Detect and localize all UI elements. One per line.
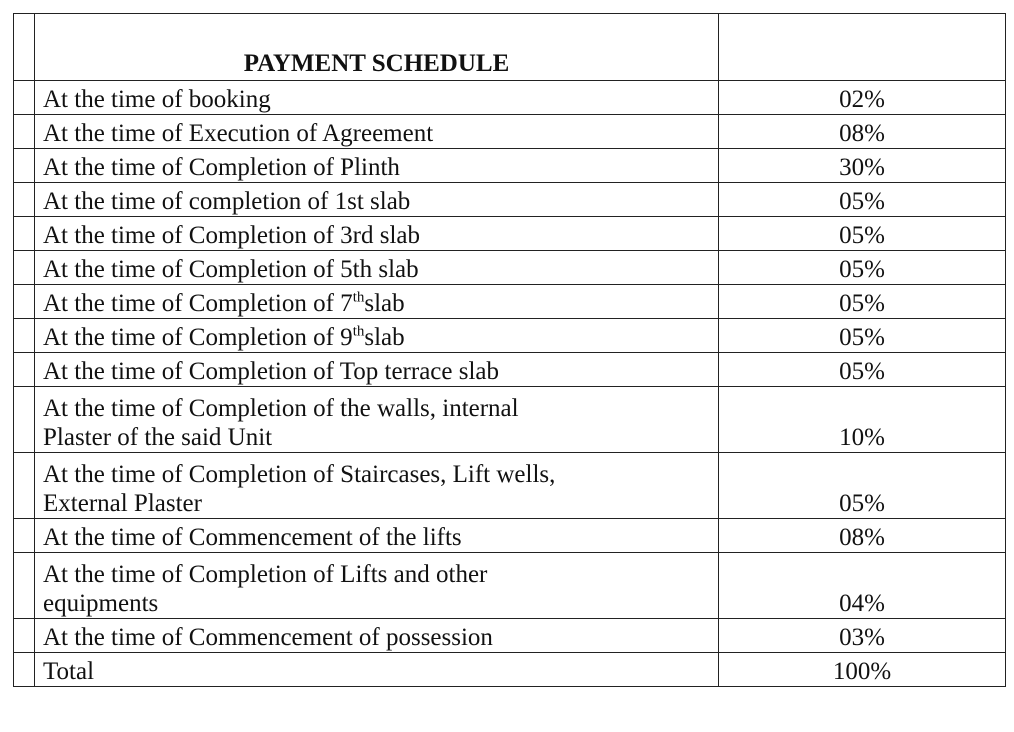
total-percent: 100% [719,653,1006,687]
table-row [14,183,1006,217]
stage-text-suffix: slab [364,324,405,351]
stage-text: At the time of completion of 1st slab [43,188,411,215]
table-row [14,553,1006,619]
gutter-cell [14,653,35,687]
table-row [14,81,1006,115]
stage-text-line-2: Plaster of the said Unit [43,424,273,451]
stage-text: At the time of booking [43,86,271,113]
stage-cell [35,353,719,387]
table-title: PAYMENT SCHEDULE [35,14,719,81]
table-row [14,453,1006,519]
gutter-cell [14,251,35,285]
percent-cell: 08% [719,115,1006,149]
stage-cell [35,217,719,251]
percent-cell: 08% [719,519,1006,553]
stage-cell [35,519,719,553]
gutter-cell [14,14,35,81]
stage-text: At the time of Completion of 5th slab [43,256,419,283]
table-row [14,149,1006,183]
stage-cell [35,553,719,619]
stage-text: At the time of Commencement of possession [43,624,493,651]
stage-text: At the time of Completion of 9 [43,324,353,351]
gutter-cell [14,115,35,149]
table-row [14,115,1006,149]
gutter-cell [14,553,35,619]
percent-cell: 04% [719,553,1006,619]
table-row [14,319,1006,353]
percent-cell: 05% [719,183,1006,217]
header-row [14,14,1006,81]
gutter-cell [14,387,35,453]
stage-cell [35,81,719,115]
percent-cell: 05% [719,217,1006,251]
stage-text: At the time of Completion of Top terrace slab [43,358,500,385]
percent-cell: 05% [719,353,1006,387]
gutter-cell [14,453,35,519]
gutter-cell [14,353,35,387]
gutter-cell [14,519,35,553]
stage-cell [35,319,719,353]
ordinal-superscript: th [352,289,365,306]
table-row [14,387,1006,453]
stage-cell [35,619,719,653]
percent-cell: 02% [719,81,1006,115]
header-percent-cell [719,14,1006,81]
stage-text-line-2: equipments [43,590,159,617]
stage-cell [35,149,719,183]
gutter-cell [14,183,35,217]
stage-text-line-1: At the time of Completion of Staircases, Lift wells, [43,461,556,488]
stage-cell [35,251,719,285]
stage-text-line-2: External Plaster [43,490,202,517]
stage-text-line-1: At the time of Completion of the walls, internal [43,395,519,422]
table-row [14,217,1006,251]
percent-cell: 03% [719,619,1006,653]
stage-text: At the time of Completion of 3rd slab [43,222,421,249]
gutter-cell [14,319,35,353]
table-row [14,251,1006,285]
stage-text-line-1: At the time of Completion of Lifts and other [43,561,488,588]
ordinal-superscript: th [352,323,365,340]
table-row [14,285,1006,319]
stage-cell [35,183,719,217]
stage-text: At the time of Commencement of the lifts [43,524,462,551]
stage-text: At the time of Completion of Plinth [43,154,400,181]
stage-text: At the time of Completion of 7 [43,290,353,317]
percent-cell: 30% [719,149,1006,183]
percent-cell: 05% [719,285,1006,319]
total-row [14,653,1006,687]
total-label: Total [35,653,719,687]
stage-cell [35,387,719,453]
gutter-cell [14,149,35,183]
gutter-cell [14,619,35,653]
stage-cell [35,285,719,319]
stage-cell [35,115,719,149]
payment-schedule-table [13,13,1006,687]
stage-cell [35,453,719,519]
percent-cell: 05% [719,251,1006,285]
table-row [14,619,1006,653]
percent-cell: 05% [719,453,1006,519]
table-row [14,519,1006,553]
percent-cell: 10% [719,387,1006,453]
stage-text-suffix: slab [364,290,405,317]
table-row [14,353,1006,387]
gutter-cell [14,81,35,115]
gutter-cell [14,285,35,319]
stage-text: At the time of Execution of Agreement [43,120,434,147]
gutter-cell [14,217,35,251]
percent-cell: 05% [719,319,1006,353]
